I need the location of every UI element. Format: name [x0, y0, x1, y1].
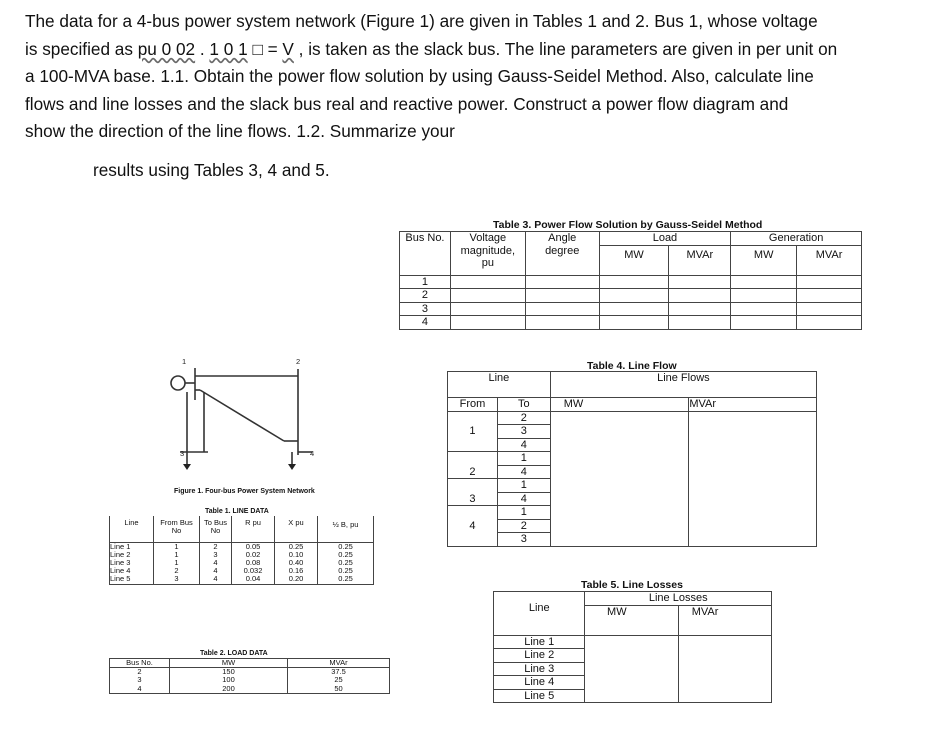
table3-header-load-mvar: MVAr [669, 245, 731, 275]
table1-cell-line: Line 5 [110, 575, 154, 584]
table1-cell-x: 0.16 [275, 567, 318, 575]
figure1-caption: Figure 1. Four-bus Power System Network [174, 488, 315, 495]
bus-4-label: 4 [310, 449, 315, 458]
table4-to: 2 [497, 519, 550, 533]
table5-line-losses [493, 591, 772, 703]
table1-row [110, 567, 374, 575]
table2-cell-mvar: 25 [288, 676, 390, 684]
table1-cell-from: 2 [154, 567, 200, 575]
table4-line-flow [447, 371, 817, 547]
table1-cell-r: 0.02 [232, 551, 275, 559]
table4-to: 2 [497, 411, 550, 425]
table1-cell-b: 0.25 [318, 575, 374, 584]
table5-header-mw: MW [585, 605, 679, 635]
table3-title: Table 3. Power Flow Solution by Gauss-Seidel Method [493, 219, 763, 231]
table2-cell-mw: 100 [170, 676, 288, 684]
table1-cell-b: 0.25 [318, 559, 374, 567]
table1-row [110, 559, 374, 567]
table1-row [110, 551, 374, 559]
table1-cell-to: 3 [200, 551, 232, 559]
table2-header-mw: MW [170, 659, 288, 668]
table1-cell-to: 4 [200, 567, 232, 575]
bus-2-label: 2 [296, 357, 301, 366]
table2-cell-bus: 4 [110, 685, 170, 694]
problem-statement [25, 8, 925, 146]
statement-line-3: a 100-MVA base. 1.1. Obtain the power flow solution by using Gauss-Seidel Method. Also, calculate line [25, 66, 814, 86]
table3-header-angle: Angle degree [525, 232, 599, 276]
table2-cell-mvar: 50 [288, 685, 390, 694]
table4-to: 1 [497, 506, 550, 520]
table1-cell-r: 0.05 [232, 542, 275, 551]
table2-cell-mvar: 37.5 [288, 668, 390, 677]
statement-text: is specified as [25, 38, 138, 59]
table1-cell-x: 0.20 [275, 575, 318, 584]
table4-to: 4 [497, 438, 550, 452]
table1-cell-from: 1 [154, 542, 200, 551]
table1-cell-r: 0.032 [232, 567, 275, 575]
generator-icon [171, 376, 185, 390]
table4-to: 1 [497, 452, 550, 466]
table1-title: Table 1. LINE DATA [205, 508, 269, 515]
table5-line-1: Line 1 [494, 635, 585, 649]
table3-bus-3: 3 [400, 302, 451, 316]
table1-cell-to: 4 [200, 575, 232, 584]
table1-cell-from: 3 [154, 575, 200, 584]
table4-header-mw: MW [550, 398, 689, 412]
table1-cell-r: 0.08 [232, 559, 275, 567]
statement-text: . [195, 38, 210, 59]
table2-cell-bus: 3 [110, 676, 170, 684]
four-bus-network-diagram [160, 352, 360, 502]
bus-3-label: 3 [180, 449, 185, 458]
table5-line-2: Line 2 [494, 649, 585, 663]
statement-line-1: The data for a 4-bus power system network (Figure 1) are given in Tables 1 and 2. Bus 1, whose voltage [25, 11, 818, 31]
table1-header-line: Line [110, 516, 154, 538]
table1-row [110, 542, 374, 551]
statement-line-5: show the direction of the line flows. 1.2. Summarize your [25, 121, 455, 141]
table5-header-line: Line [494, 592, 585, 636]
load-arrow-bus-3 [183, 464, 191, 470]
table5-line-4: Line 4 [494, 676, 585, 690]
statement-line-2 [25, 36, 925, 64]
table1-cell-x: 0.10 [275, 551, 318, 559]
table1-header-r: R pu [232, 516, 275, 538]
table1-cell-b: 0.25 [318, 551, 374, 559]
table1-cell-b: 0.25 [318, 567, 374, 575]
table1-cell-from: 1 [154, 559, 200, 567]
table5-header-line-losses: Line Losses [585, 592, 772, 606]
table4-to: 4 [497, 465, 550, 479]
table5-title: Table 5. Line Losses [581, 579, 683, 591]
table1-cell-to: 2 [200, 542, 232, 551]
table3-header-load-mw: MW [599, 245, 669, 275]
table3-power-flow [399, 231, 862, 330]
statement-text: = [262, 38, 283, 59]
table1-cell-line: Line 4 [110, 567, 154, 575]
table1-cell-to: 4 [200, 559, 232, 567]
table3-bus-4: 4 [400, 316, 451, 330]
table5-header-mvar: MVAr [679, 605, 772, 635]
table1-cell-b: 0.25 [318, 542, 374, 551]
table2-title: Table 2. LOAD DATA [200, 650, 268, 657]
table2-header-mvar: MVAr [288, 659, 390, 668]
voltage-spec: 1 0 1 [209, 38, 248, 59]
table3-bus-1: 1 [400, 275, 451, 289]
table3-header-gen-mvar: MVAr [797, 245, 862, 275]
table1-row [110, 575, 374, 584]
voltage-symbol: V [282, 38, 294, 59]
table2-cell-mw: 150 [170, 668, 288, 677]
table4-from-1: 1 [448, 411, 498, 452]
table4-from-2: 2 [448, 452, 498, 479]
table1-cell-line: Line 1 [110, 542, 154, 551]
table3-header-gen-mw: MW [731, 245, 797, 275]
table1-header-x: X pu [275, 516, 318, 538]
table4-to: 3 [497, 533, 550, 547]
table1-header-to: To Bus No [200, 516, 232, 538]
table4-to: 4 [497, 492, 550, 506]
table2-row [110, 668, 390, 677]
table2-row [110, 685, 390, 694]
table1-cell-line: Line 2 [110, 551, 154, 559]
table1-header-b: ½ B, pu [318, 516, 374, 538]
table4-header-line-flows: Line Flows [550, 372, 816, 398]
missing-glyph: □ [252, 38, 263, 59]
table2-cell-bus: 2 [110, 668, 170, 677]
table4-title: Table 4. Line Flow [587, 360, 677, 372]
table1-cell-from: 1 [154, 551, 200, 559]
table1-cell-x: 0.25 [275, 542, 318, 551]
table4-header-mvar: MVAr [689, 398, 817, 412]
table4-to: 1 [497, 479, 550, 493]
statement-line-4: flows and line losses and the slack bus real and reactive power. Construct a power flow diagram and [25, 93, 789, 114]
table1-line-data [109, 516, 374, 585]
table3-header-load: Load [599, 232, 731, 246]
table5-line-3: Line 3 [494, 662, 585, 676]
voltage-spec: pu 0 02 [137, 38, 196, 59]
table2-load-data [109, 658, 390, 694]
table3-header-bus: Bus No. [400, 232, 451, 276]
table3-header-voltage: Voltage magnitude, pu [450, 232, 525, 276]
table4-from-4: 4 [448, 506, 498, 547]
table1-cell-x: 0.40 [275, 559, 318, 567]
load-arrow-bus-4 [288, 464, 296, 470]
table4-header-to: To [497, 398, 550, 412]
table4-header-from: From [448, 398, 498, 412]
statement-text: , is taken as the slack bus. The line parameters are given in per unit on [293, 38, 838, 59]
table4-header-line: Line [448, 372, 551, 398]
table3-header-generation: Generation [731, 232, 862, 246]
table2-cell-mw: 200 [170, 685, 288, 694]
statement-line-6: results using Tables 3, 4 and 5. [93, 160, 330, 180]
table4-to: 3 [497, 425, 550, 439]
table2-row [110, 676, 390, 684]
table2-header-bus: Bus No. [110, 659, 170, 668]
table5-line-5: Line 5 [494, 689, 585, 703]
table4-from-3: 3 [448, 479, 498, 506]
table1-cell-r: 0.04 [232, 575, 275, 584]
table1-header-from: From Bus No [154, 516, 200, 538]
table3-bus-2: 2 [400, 289, 451, 303]
table1-cell-line: Line 3 [110, 559, 154, 567]
bus-1-label: 1 [182, 357, 187, 366]
